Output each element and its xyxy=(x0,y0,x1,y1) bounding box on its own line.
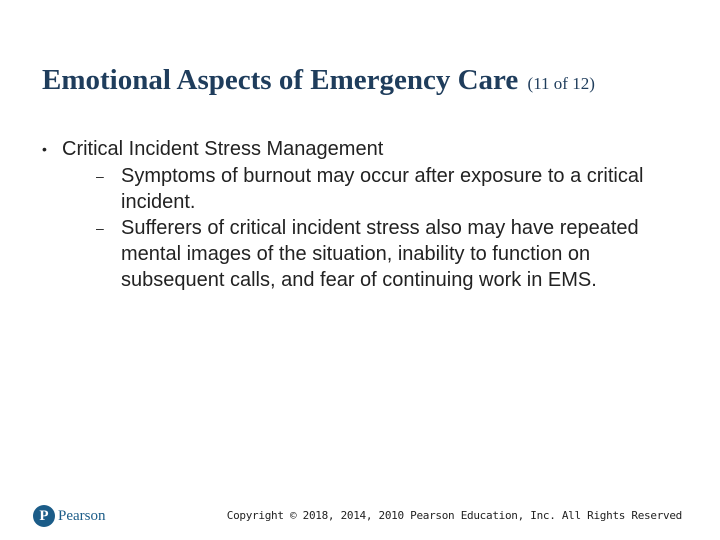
sub-bullet-item xyxy=(62,163,672,215)
bullet-marker: • xyxy=(42,141,47,157)
sub-bullet-text: Symptoms of burnout may occur after exposure to a critical incident. xyxy=(121,165,644,213)
sub-bullet-marker: – xyxy=(96,168,104,184)
pearson-logo xyxy=(33,505,106,527)
slide-counter: (11 of 12) xyxy=(527,74,595,93)
sub-bullet-list xyxy=(62,163,672,293)
bullet-item xyxy=(42,136,672,293)
sub-bullet-text: Sufferers of critical incident stress also may have repeated mental images of the situation, inability to function on subsequent calls, and fear of continuing work in EMS. xyxy=(121,217,639,291)
copyright-notice: Copyright © 2018, 2014, 2010 Pearson Education, Inc. All Rights Reserved xyxy=(226,509,682,522)
pearson-logo-icon: P xyxy=(33,505,55,527)
sub-bullet-marker: – xyxy=(96,220,104,236)
pearson-logo-text: Pearson xyxy=(58,507,106,524)
slide-title-text: Emotional Aspects of Emergency Care xyxy=(42,64,519,96)
sub-bullet-item xyxy=(62,215,672,293)
slide-title xyxy=(42,58,702,106)
bullet-list xyxy=(42,136,672,293)
bullet-text: Critical Incident Stress Management xyxy=(62,138,384,160)
